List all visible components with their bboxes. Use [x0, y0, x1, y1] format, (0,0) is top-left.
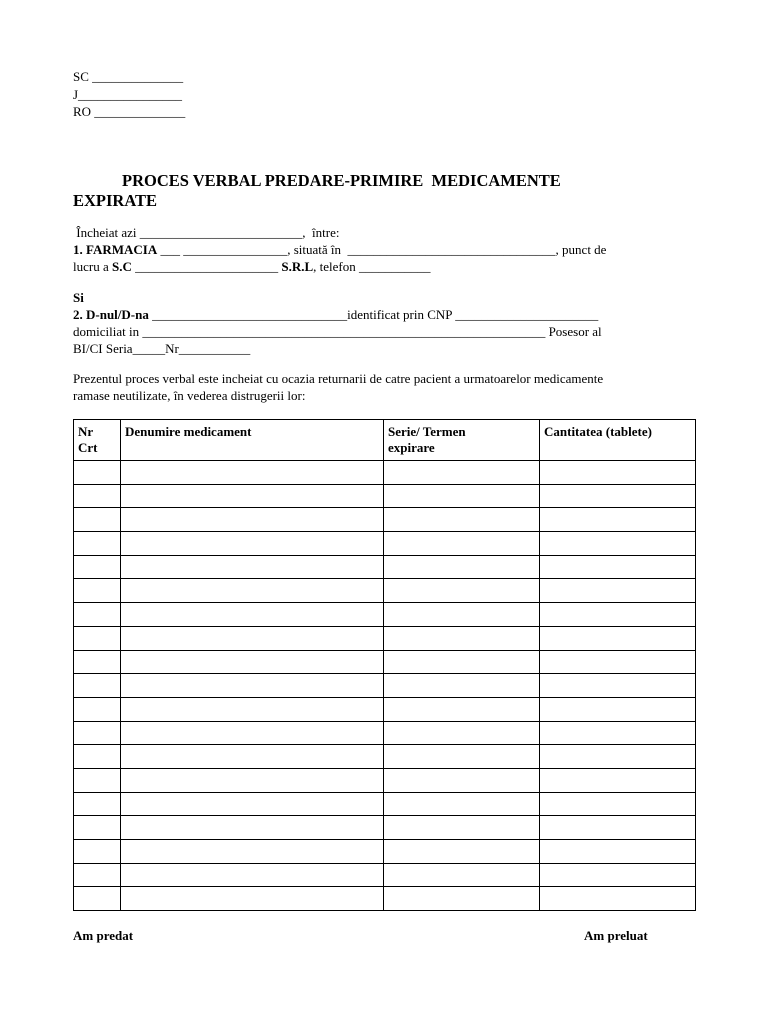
table-cell[interactable]: [121, 626, 384, 650]
table-row: [74, 745, 696, 769]
table-cell[interactable]: [540, 626, 696, 650]
purpose-line1: Prezentul proces verbal este incheiat cu ocazia returnarii de catre pacient a urmatoarelor medicamente: [73, 371, 604, 386]
table-cell[interactable]: [74, 792, 121, 816]
company-ro-field: RO ______________: [73, 104, 186, 119]
table-cell[interactable]: [74, 768, 121, 792]
header-medication-name: [121, 420, 384, 461]
id-card-line: BI/CI Seria_____Nr___________: [73, 341, 251, 356]
table-cell[interactable]: [384, 579, 540, 603]
table-row: [74, 626, 696, 650]
sc-label: S.C: [111, 259, 132, 274]
table-cell[interactable]: [74, 532, 121, 556]
pharmacy-line: [73, 242, 606, 258]
table-cell[interactable]: [384, 674, 540, 698]
table-body: [74, 461, 696, 911]
table-cell[interactable]: [384, 508, 540, 532]
table-cell[interactable]: [540, 603, 696, 627]
table-cell[interactable]: [121, 532, 384, 556]
table-row: [74, 816, 696, 840]
table-cell[interactable]: [74, 863, 121, 887]
table-row: [74, 697, 696, 721]
header-series-expiry-label: Serie/ Termen expirare: [388, 424, 466, 455]
table-cell[interactable]: [384, 626, 540, 650]
table-cell[interactable]: [121, 508, 384, 532]
table-cell[interactable]: [540, 887, 696, 911]
table-cell[interactable]: [540, 840, 696, 864]
table-cell[interactable]: [121, 768, 384, 792]
table-cell[interactable]: [540, 816, 696, 840]
table-cell[interactable]: [74, 816, 121, 840]
table-cell[interactable]: [121, 840, 384, 864]
srl-label: S.R.L: [281, 259, 314, 274]
table-cell[interactable]: [121, 816, 384, 840]
patient-line: [73, 307, 598, 323]
table-row: [74, 532, 696, 556]
table-cell[interactable]: [540, 508, 696, 532]
table-cell[interactable]: [540, 484, 696, 508]
workplace-line: [73, 259, 431, 275]
table-cell[interactable]: [540, 650, 696, 674]
table-cell[interactable]: [540, 579, 696, 603]
address-line: domiciliat in ______________________________________________________________ Posesor al: [73, 324, 602, 339]
table-row: [74, 603, 696, 627]
table-cell[interactable]: [540, 721, 696, 745]
concluded-date-line: Încheiat azi _________________________, între:: [73, 225, 340, 240]
table-cell[interactable]: [540, 532, 696, 556]
table-cell[interactable]: [121, 863, 384, 887]
table-cell[interactable]: [384, 603, 540, 627]
pharmacy-label: 1. FARMACIA: [73, 242, 158, 257]
table-row: [74, 555, 696, 579]
table-cell[interactable]: [74, 721, 121, 745]
pharmacy-details: ___ ________________, situată în ________________________________, punct de: [157, 242, 607, 257]
table-cell[interactable]: [74, 484, 121, 508]
table-row: [74, 579, 696, 603]
workplace-prefix: lucru a: [73, 259, 112, 274]
header-quantity-label: Cantitatea (tablete): [544, 424, 652, 439]
table-row: [74, 792, 696, 816]
table-row: [74, 721, 696, 745]
table-cell[interactable]: [74, 555, 121, 579]
table-row: [74, 840, 696, 864]
handed-over-signature: Am predat: [73, 928, 134, 943]
company-sc-field: SC ______________: [73, 69, 184, 84]
table-cell[interactable]: [384, 792, 540, 816]
table-cell[interactable]: [121, 697, 384, 721]
table-cell[interactable]: [121, 792, 384, 816]
table-cell[interactable]: [384, 721, 540, 745]
document-title-line1: PROCES VERBAL PREDARE-PRIMIRE MEDICAMENTE: [122, 171, 561, 190]
table-cell[interactable]: [121, 887, 384, 911]
table-cell[interactable]: [384, 650, 540, 674]
table-cell[interactable]: [74, 508, 121, 532]
table-cell[interactable]: [121, 650, 384, 674]
table-cell[interactable]: [74, 603, 121, 627]
table-cell[interactable]: [74, 626, 121, 650]
table-cell[interactable]: [384, 840, 540, 864]
table-cell[interactable]: [384, 484, 540, 508]
header-nr-crt-label: Nr Crt: [78, 424, 98, 455]
table-cell[interactable]: [384, 745, 540, 769]
header-medication-name-label: Denumire medicament: [125, 424, 252, 439]
table-row: [74, 674, 696, 698]
table-cell[interactable]: [540, 555, 696, 579]
table-cell[interactable]: [540, 674, 696, 698]
table-cell[interactable]: [384, 887, 540, 911]
table-cell[interactable]: [384, 532, 540, 556]
table-cell[interactable]: [121, 603, 384, 627]
table-cell[interactable]: [74, 887, 121, 911]
header-series-expiry: [384, 420, 540, 461]
company-j-field: J________________: [73, 87, 183, 102]
table-cell[interactable]: [121, 721, 384, 745]
table-cell[interactable]: [74, 579, 121, 603]
document-title-line2: EXPIRATE: [73, 191, 158, 210]
table-cell[interactable]: [540, 745, 696, 769]
table-cell[interactable]: [121, 461, 384, 485]
table-header-row: [74, 420, 696, 461]
table-cell[interactable]: [384, 555, 540, 579]
sc-blank: ______________________: [131, 259, 282, 274]
table-cell[interactable]: [74, 650, 121, 674]
table-cell[interactable]: [74, 674, 121, 698]
table-cell[interactable]: [74, 745, 121, 769]
table-cell[interactable]: [540, 461, 696, 485]
table-cell[interactable]: [540, 792, 696, 816]
table-row: [74, 461, 696, 485]
table-row: [74, 863, 696, 887]
table-cell[interactable]: [121, 745, 384, 769]
table-row: [74, 768, 696, 792]
table-cell[interactable]: [540, 697, 696, 721]
table-row: [74, 650, 696, 674]
table-cell[interactable]: [121, 579, 384, 603]
purpose-line2: ramase neutilizate, în vederea distrugerii lor:: [73, 388, 306, 403]
phone-field: , telefon ___________: [313, 259, 431, 274]
table-cell[interactable]: [74, 461, 121, 485]
and-label: Si: [73, 290, 84, 305]
received-signature: Am preluat: [584, 928, 648, 943]
table-cell[interactable]: [384, 816, 540, 840]
header-quantity: [540, 420, 696, 461]
table-cell[interactable]: [384, 461, 540, 485]
table-cell[interactable]: [384, 697, 540, 721]
header-nr-crt: [74, 420, 121, 461]
table-cell[interactable]: [384, 863, 540, 887]
table-cell[interactable]: [540, 768, 696, 792]
table-row: [74, 508, 696, 532]
patient-label: 2. D-nul/D-na: [73, 307, 149, 322]
table-cell[interactable]: [121, 555, 384, 579]
table-cell[interactable]: [121, 484, 384, 508]
table-row: [74, 484, 696, 508]
table-cell[interactable]: [74, 840, 121, 864]
table-row: [74, 887, 696, 911]
table-cell[interactable]: [121, 674, 384, 698]
table-cell[interactable]: [540, 863, 696, 887]
medication-table: [73, 419, 696, 911]
table-cell[interactable]: [384, 768, 540, 792]
patient-cnp-field: ______________________________identificat prin CNP ______________________: [148, 307, 599, 322]
table-cell[interactable]: [74, 697, 121, 721]
